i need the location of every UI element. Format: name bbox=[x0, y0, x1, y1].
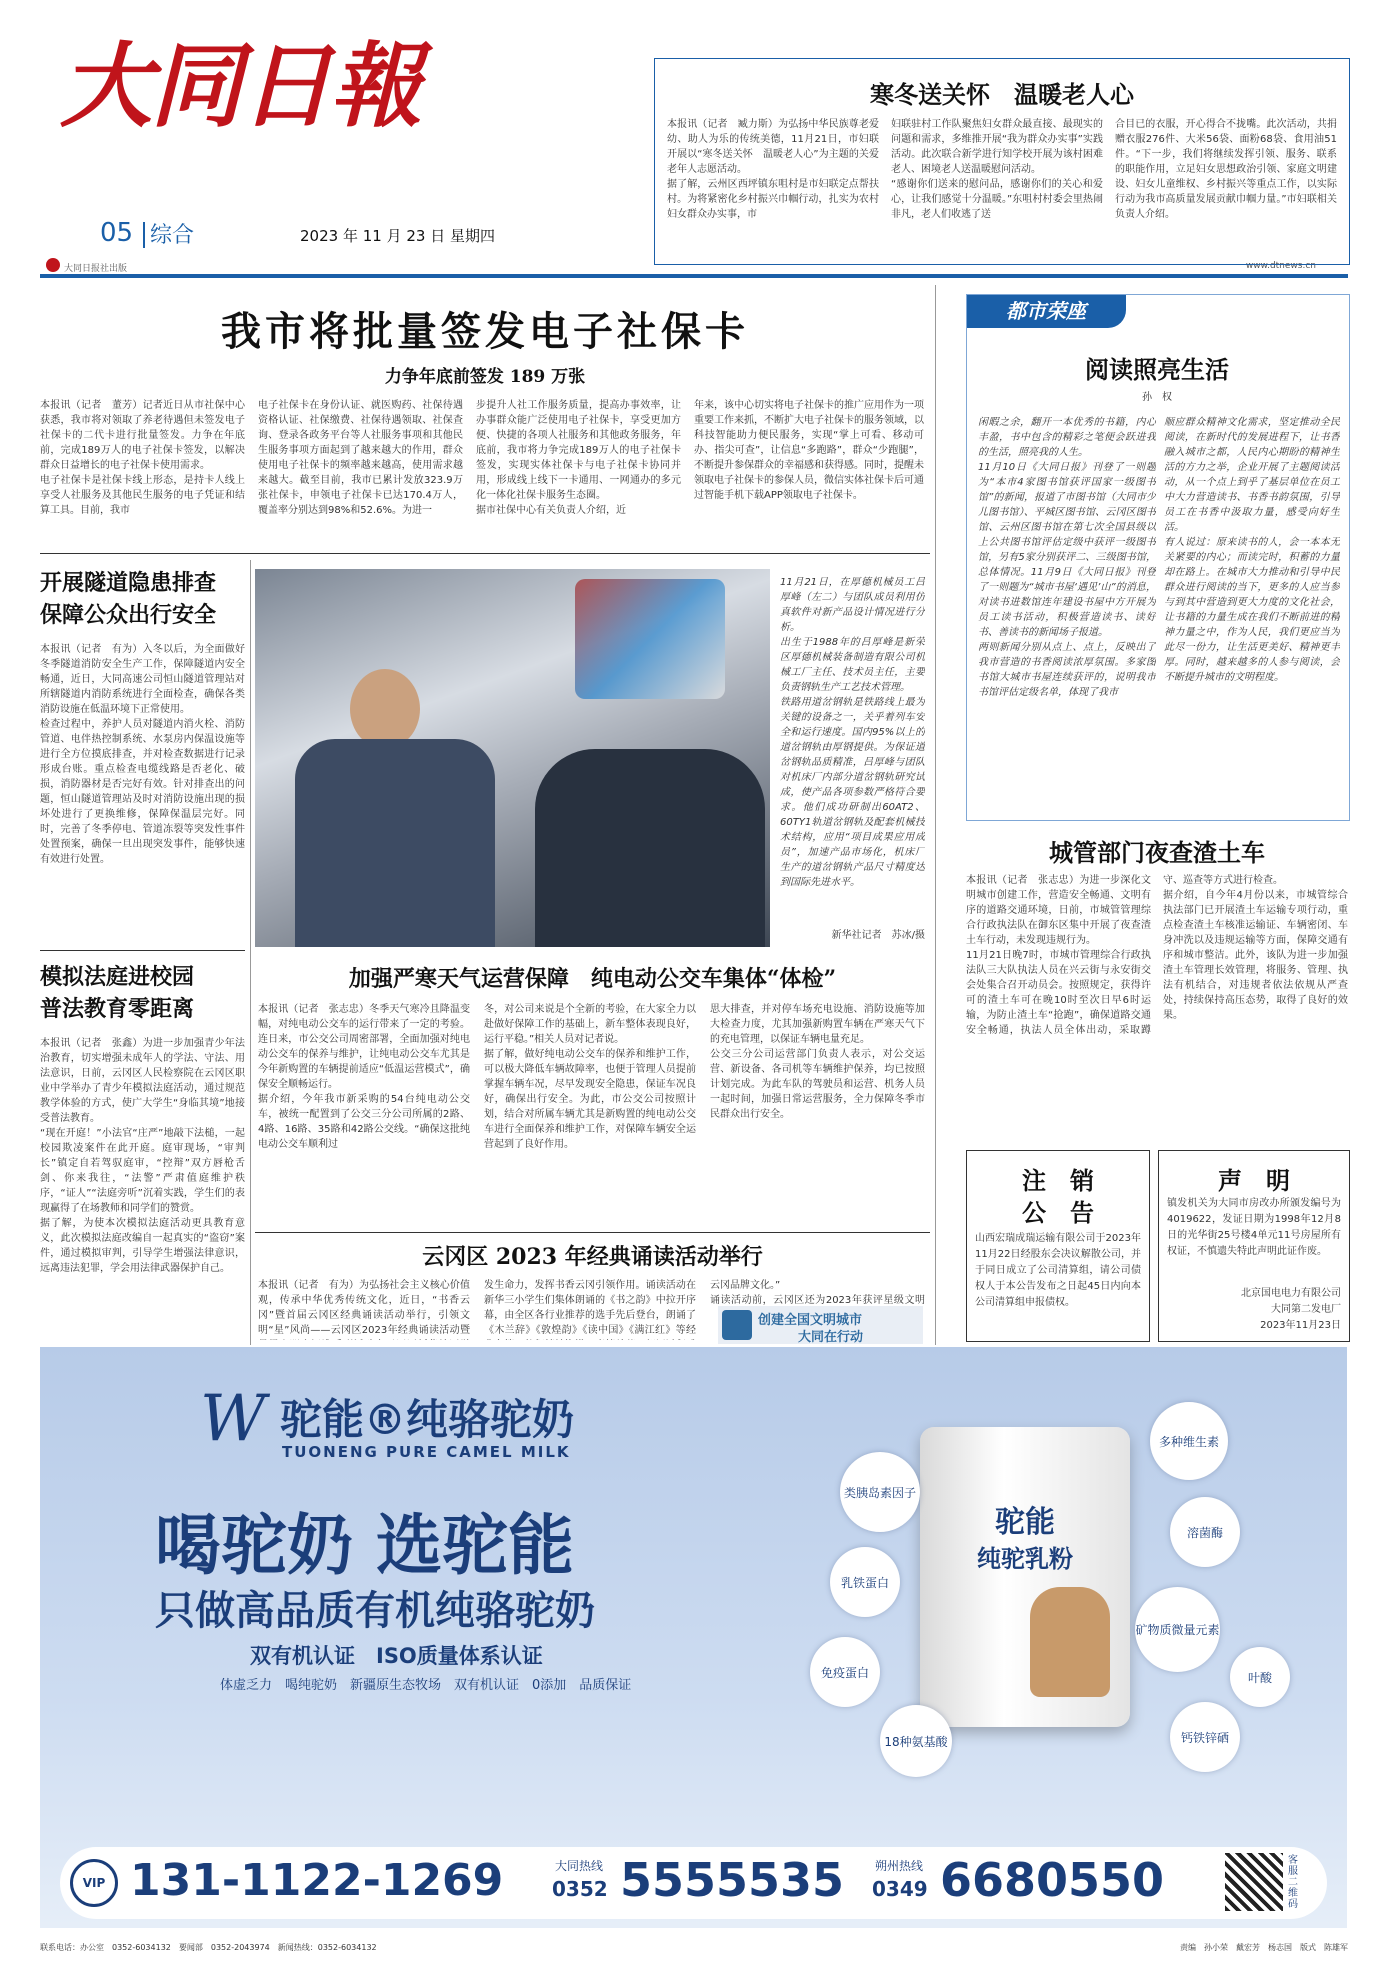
top-story-box bbox=[654, 58, 1350, 265]
tunnel-headline-2: 保障公众出行安全 bbox=[40, 602, 217, 628]
hotline-bar bbox=[60, 1847, 1327, 1919]
column-divider bbox=[935, 285, 936, 1345]
main-story-subheadline: 力争年底前签发 189 万张 bbox=[384, 367, 586, 387]
person-body bbox=[535, 749, 765, 947]
hotline1-number: 5555535 bbox=[620, 1853, 845, 1907]
top-story-headline: 寒冬送关怀 温暖老人心 bbox=[870, 80, 1134, 109]
brand-logo-icon: W bbox=[200, 1382, 266, 1456]
product-can bbox=[920, 1427, 1130, 1727]
qr-label: 客服二维码 bbox=[1288, 1855, 1298, 1910]
nutrient-tag: 乳铁蛋白 bbox=[830, 1547, 900, 1617]
readings-headline: 阅读照亮生活 bbox=[1085, 355, 1229, 384]
urban-body: 本报讯（记者 张志忠）为进一步深化文明城市创建工作，营造安全畅通、文明有序的道路交通环境，日前，市城管管理综合行政执法队在御东区集中开展了夜查渣土车行动，未发现违规行为。 11月21日晚7时，市城市管理综合行政执法队三大队执法人员在兴云街与永安街交会处集合召开动员会。按照规定，获得许可的渣土车可在晚10时至次日早6时运输，为防止渣土车“抢跑”，确保道路交通安全畅通，执法人员全体出动，采取蹲守、巡查等方式进行检查。 据介绍，自今年4月份以来，市城管综合执法部门已开展渣土车运输专项行动，重点检查渣土车核准运输证、车辆密闭、车身冲洗以及违规运输等方面，保障交通有序和城市整洁。此外，该队为进一步加强渣土车管理长效管理，将服务、管理、执法有机结合，对违规者依法依规从严查处，持续保持高压态势，取得了良好的效果。 bbox=[966, 875, 1348, 1036]
law-body: 本报讯（记者 张鑫）为进一步加强青少年法治教育，切实增强未成年人的学法、守法、用法意识，日前，云冈区人民检察院在云冈区职业中学举办了青少年模拟法庭活动，通过规范教学体验的方式，使广大学生“身临其境”地接受普法教育。 “现在开庭！”小法官“庄严”地敲下法槌，一起校园欺凌案件在此开庭。庭审现场，“审判长”镇定自若驾驭庭审，“控辩”双方唇枪舌剑、你来我往，“法警”严肃值庭维护秩序，“证人”“法庭旁听”沉着实践，学生们的表现赢得了在场教师和同学们的赞赏。 据了解，为使本次模拟法庭活动更具教育意义，此次模拟法庭改编自一起真实的“盗窃”案件，通过模拟审判，引导学生增强法律意识，远离违法犯罪，学会用法律武器保护自己。 bbox=[40, 1038, 245, 1274]
hotline2-label: 朔州热线 bbox=[875, 1859, 924, 1873]
person-body bbox=[295, 739, 495, 947]
vip-phone-number: 131-1122-1269 bbox=[130, 1855, 504, 1906]
recital-col3: 云冈品牌文化。” 诵读活动前，云冈区还为2023年获评星级文明 bbox=[710, 1280, 925, 1306]
qr-code-icon bbox=[1225, 1853, 1283, 1911]
masthead-rule bbox=[40, 274, 1348, 278]
bus-headline: 加强严寒天气运营保障 纯电动公交车集体“体检” bbox=[348, 966, 837, 992]
news-photo bbox=[255, 569, 770, 947]
hotline1-area: 0352 bbox=[552, 1877, 608, 1901]
ad-slogan-2: 只做高品质有机纯骆驼奶 bbox=[155, 1588, 595, 1634]
readings-col2: 顺应群众精神文化需求，坚定推动全民阅读，在新时代的发展进程下，让书香融入城市之都，人民内心期盼的精神生活的方力之举，企业开展了主题阅读活动，从一个点上到乎了基层单位在员工中大力营造读书、书香书韵氛围，引导员工在书香中汲取力量，感受向好生活。 有人说过：原来读书的人，会一本本无关紧要的内心；而读完时，积蓄的力量却在路上。在城市大力推动和引导中民群众进行阅读的当下，更多的人应当参与到其中营造到更大力度的文化社会，让书籍的力量生成在我们不断前进的精神力量之中，作为人民，我们更应当为此尽一份力，让生活更美好、精神更丰厚。同时，越来越多的人参与阅读，会不断提升城市的文明程度。 bbox=[1164, 417, 1340, 683]
page-number: 05 bbox=[100, 218, 134, 248]
divider bbox=[255, 1232, 930, 1233]
readings-author: 孙 权 bbox=[1142, 392, 1172, 403]
footer-editors: 责编 孙小荣 戴宏芳 杨志国 版式 陈雄军 bbox=[1180, 1943, 1348, 1952]
cancel-body: 山西宏瑞成瑞运输有限公司于2023年11月22日经股东会决议解散公司，并于同日成立了公司清算组，请公司债权人于本公告发布之日起45日内向本公司清算组申报债权。 bbox=[975, 1233, 1141, 1308]
website: www.dtnews.cn bbox=[1245, 261, 1316, 271]
ad-features: 体虚乏力 喝纯驼奶 新疆原生态牧场 双有机认证 0添加 品质保证 bbox=[220, 1678, 632, 1693]
top-story-col1: 本报讯（记者 臧力斯）为弘扬中华民族尊老爱幼、助人为乐的传统美德，11月21日，市妇联开展以“寒冬送关怀 温暖老人心”为主题的关爱老年人志愿活动。 据了解，云州区西坪镇东咀村是市妇联定点帮扶村。为将紧密化乡村振兴巾帼行动，扎实为农村妇女群众办实事，市 bbox=[667, 119, 879, 220]
brand-name: 驼能®纯骆驼奶 bbox=[280, 1395, 575, 1444]
nutrient-tag: 矿物质微量元素 bbox=[1135, 1587, 1220, 1672]
hotline1-label: 大同热线 bbox=[555, 1859, 604, 1873]
urban-headline: 城管部门夜查渣土车 bbox=[1049, 838, 1265, 867]
declare-notice bbox=[1158, 1150, 1350, 1342]
recital-headline: 云冈区 2023 年经典诵读活动举行 bbox=[422, 1244, 763, 1270]
monitor-screen bbox=[575, 579, 725, 699]
nutrient-tag: 钙铁锌硒 bbox=[1170, 1702, 1240, 1772]
publisher-logo-icon bbox=[46, 258, 60, 272]
publisher: 大同日报社出版 bbox=[64, 264, 128, 274]
nutrient-tag: 18种氨基酸 bbox=[880, 1705, 952, 1777]
photo-caption: 11月21日，在厚德机械员工吕厚峰（左二）与团队成员利用仿真软件对新产品设计情况进行分析。 出生于1988年的吕厚峰是新荣区厚德机械装备制造有限公司机械工厂主任、技术员主任，主要负责钢轨生产工艺技术管理。 铁路用道岔钢轨是铁路线上最为关键的设备之一，关乎着列车安全和运行速度。国内95%以上的道岔钢轨由厚钢提供。为保证道岔钢轨品质精准，吕厚峰与团队对机床厂内部分道岔钢轨研究试成，使产品各项参数严格符合要求。他们成功研制出60AT2、60TY1轨道岔钢轨及配套机械技术结构，应用“项目成果应用成员”，加速产品市场化，机床厂生产的道岔钢轨产品尺寸精度达到国际先进水平。 bbox=[780, 577, 925, 888]
product-subname: 纯驼乳粉 bbox=[977, 1544, 1073, 1573]
cancel-notice bbox=[966, 1150, 1150, 1342]
top-story-col2: 妇联驻村工作队聚焦妇女群众最直接、最现实的问题和需求，多维推开展“我为群众办实事”实践活动。此次联合新学进行知学校开展为该村困难老人、困境老人送温暖慰问活动。 “感谢你们送来的慰问品，感谢你们的关心和爱心，让我们感觉十分温暖。”东咀村村委会里热闹非凡，老人们收逃了送 bbox=[891, 119, 1103, 220]
main-story-col1: 本报讯（记者 董芳）记者近日从市社保中心获悉，我市将对领取了养老待遇但未签发电子社保卡的二代卡进行批量签发。力争在年底前，完成189万人的电子社保卡签发，以解决群众日益增长的电子社保卡使用需求。 电子社保卡是社保卡线上形态，是持卡人线上享受人社服务及其他民生服务的电子凭证和结算工具。目前，我市 bbox=[40, 400, 245, 516]
nutrient-tag: 类胰岛素因子 bbox=[840, 1452, 920, 1532]
brand-english: TUONENG PURE CAMEL MILK bbox=[282, 1443, 571, 1461]
masthead-divider bbox=[143, 222, 145, 248]
cancel-title-1: 注 销 bbox=[1022, 1166, 1094, 1195]
nutrient-tag: 多种维生素 bbox=[1150, 1402, 1228, 1480]
main-story-headline: 我市将批量签发电子社保卡 bbox=[221, 308, 749, 355]
bus-col2: 冬，对公司来说是个全新的考验，在大家全力以赴做好保障工作的基础上，新车整体表现良好，运行平稳。”相关人员对记者说。 据了解，做好纯电动公交车的保养和维护工作，可以极大降低车辆故障率，也便于管理人员提前掌握车辆车况，尽早发现安全隐患，保证车况良好，确保出行安全。为此，市公交公司按照计划，结合对所属车辆尤其是新购置的纯电动公交车进行全面保养和维护工作，对保障车辆安全运营起到了良好作用。 bbox=[484, 1004, 696, 1150]
law-headline-2: 普法教育零距离 bbox=[40, 996, 195, 1022]
top-story-col3: 合目已的衣服，开心得合不拢嘴。此次活动，共捐赠衣服276件、大米56袋、面粉68袋、食用油51件。“下一步，我们将继续发挥引领、服务、联系的职能作用，立足妇女思想政治引领、家庭文明建设、妇女儿童维权、乡村振兴等重点工作，以实际行动为我市高质量发展贡献巾帼力量。”市妇联相关负责人介绍。 bbox=[1115, 119, 1337, 220]
tunnel-body: 本报讯（记者 有为）入冬以后，为全面做好冬季隧道消防安全生产工作，保障隧道内安全畅通，近日，大同高速公司恒山隧道管理站对所辖隧道内消防系统进行全面检查，确保各类消防设施在低温环境下正常使用。 检查过程中，养护人员对隧道内消火栓、消防管道、电伴热控制系统、水泵房内保温设施等进行全方位摸底排查，并对检查数据进行记录形成台账。重点检查电缆线路是否老化、破损，消防器材是否完好有效。针对排查出的问题，恒山隧道管理站及时对消防设施出现的损坏处进行了更换维修，保障保温层完好。同时，完善了冬季停电、管道冻裂等突发性事件处置预案，确保一旦出现突发事件，能够快速有效进行处置。 bbox=[40, 644, 245, 865]
readings-col1: 闲暇之余，翻开一本优秀的书籍，内心丰盈，书中包含的精彩之笔便会跃进我的生活，照亮我的人生。 11月10日《大同日报》刊登了一则题为“本市4家图书馆获评国家一级图书馆”的新闻，报道了市图书馆（大同市少儿图书馆）、平城区图书馆、云冈区图书馆、云州区图书馆在第七次全国县级以上公共图书馆评估定级中获评一级图书馆，另有5家分别获评二、三级图书馆，总体情况。11月9日《大同日报》刊登了一则题为“城市书屋‘遇见’山”的消息，对读书进数馆连年建设书屋中方开展为员工读书活动，积极营造读书、读好书、善读书的新闻场子报道。 两则新闻分别从点上、点上，反映出了我市营造的书香阅读浓厚氛围。多家图书馆大城市书屋连续获评的，说明我市书馆评估定级名单，体现了我市 bbox=[978, 417, 1156, 698]
tunnel-headline-1: 开展隧道隐患排查 bbox=[40, 570, 217, 596]
footer-contacts: 联系电话：办公室 0352-6034132 要闻部 0352-2043974 新闻热线：0352-6034132 bbox=[40, 1943, 377, 1952]
camel-mascot-icon bbox=[1030, 1587, 1110, 1697]
badge-text-1: 创建全国文明城市 bbox=[758, 1313, 863, 1328]
nutrient-tag: 免疫蛋白 bbox=[810, 1637, 880, 1707]
photo-credit: 新华社记者 苏冰/摄 bbox=[831, 930, 925, 941]
advertisement bbox=[40, 1347, 1347, 1928]
column-divider bbox=[250, 560, 251, 1345]
main-story-col2: 电子社保卡在身份认证、就医购药、社保待遇资格认证、社保缴费、社保待遇领取、社保查询、登录各政务平台等人社服务事项和其他民生服务事项方面起到了越来越大的作用，群众使用电子社保卡的频率越来越高，使用需求越来越大。截至目前，我市已累计发放323.9万张社保卡，申领电子社保卡已达170.4万人，覆盖率分别达到98%和52.6%。为进一 bbox=[258, 400, 463, 516]
recital-col2: 发生命力，发挥书香云冈引领作用。诵读活动在新华三小学生们集体朗诵的《书之韵》中拉开序幕，由全区各行业推荐的选手先后登台，朗诵了《木兰辞》《敦煌韵》《读中国》《满江红》等经 bbox=[484, 1280, 696, 1336]
main-story-col4: 年来，该中心切实将电子社保卡的推广应用作为一项重要工作来抓，不断扩大电子社保卡的服务领域，以科技智能助力便民服务，实现“掌上可看、移动可办、指尖可查”，让信息“多跑路”，群众“少跑腿”，不断提升参保群众的幸福感和获得感。同时，提醒未领取电子社保卡的参保人员，微信实体社保卡后可通过智能手机下载APP领取电子社保卡。 bbox=[694, 400, 924, 501]
badge-text-2: 大同在行动 bbox=[798, 1330, 864, 1345]
declare-signature-2: 大同第二发电厂 bbox=[1271, 1304, 1341, 1315]
vip-phone-icon: VIP bbox=[70, 1859, 118, 1907]
person-head bbox=[350, 669, 420, 749]
law-headline-1: 模拟法庭进校园 bbox=[40, 964, 195, 990]
ad-certification: 双有机认证 ISO质量体系认证 bbox=[250, 1644, 543, 1668]
footer bbox=[40, 1936, 1348, 1958]
column-banner: 都市荣座 bbox=[966, 294, 1126, 328]
section-name: 综合 bbox=[150, 223, 195, 248]
main-story-col3: 步提升人社工作服务质量，提高办事效率，让办事群众能广泛使用电子社保卡，享受更加方便、快捷的各项人社服务和其他政务服务，年底前，我市将力争完成189万人的电子社保卡签发，实现实体社保卡与电子社保卡协同并用，形成线上线下一卡通用、一网通办的多元化一体化社保卡服务生态圈。 据市社保中心有关负责人介绍，近 bbox=[476, 400, 681, 516]
cancel-title-2: 公 告 bbox=[1022, 1198, 1094, 1227]
bus-col3: 思大排查，并对停车场充电设施、消防设施等加大检查力度，尤其加强新购置车辆在严寒天气下的充电管理，以保证车辆电量充足。 公交三分公司运营部门负责人表示，对公交运营、新设备、各司机等车辆维护保养，均已按照计划完成。为此车队的驾驶员和运营、机务人员一起时间，加强日常运营服务，全力保障冬季市民群众出行安全。 bbox=[710, 1004, 925, 1120]
declare-title: 声 明 bbox=[1218, 1166, 1290, 1195]
recital-col1: 本报讯（记者 有为）为弘扬社会主义核心价值观，传承中华优秀传统文化，近日，“书香云冈”暨首届云冈区经典诵读活动举行，引领文明“星”风尚——云冈区2023年经典诵读活动暨 bbox=[258, 1280, 470, 1336]
product-name: 驼能 bbox=[995, 1505, 1055, 1540]
newspaper-logo: 大同日報 bbox=[60, 32, 421, 140]
bus-col1: 本报讯（记者 张志忠）冬季天气寒冷且降温变幅，对纯电动公交车的运行带来了一定的考验。连日来，市公交公司周密部署，全面加强对纯电动公交车的保养与维护，让纯电动公交车尤其是今年新购置的车辆提前适应“低温运营模式”，确保安全顺畅运行。 据介绍，今年我市新采购的54台纯电动公交车，被统一配置到了公交三分公司所属的2路、4路、16路、35路和42路公交线。“确保这批纯电动公交车顺利过 bbox=[258, 1004, 470, 1150]
declare-date: 2023年11月23日 bbox=[1260, 1320, 1341, 1331]
issue-date: 2023 年 11 月 23 日 星期四 bbox=[300, 227, 495, 245]
divider bbox=[40, 553, 930, 554]
nutrient-tag: 溶菌酶 bbox=[1170, 1497, 1240, 1567]
divider bbox=[40, 950, 245, 951]
ad-slogan-1: 喝驼奶 选驼能 bbox=[155, 1507, 574, 1584]
hotline2-number: 6680550 bbox=[940, 1853, 1165, 1907]
declare-body: 镇发机关为大同市房改办所颁发编号为4019622，发证日期为1998年12月8日的光华街25号楼4单元11号房屋所有权证，不慎遗失特此声明此证作废。 bbox=[1167, 1198, 1341, 1257]
declare-signature-1: 北京国电电力有限公司 bbox=[1241, 1288, 1341, 1299]
nutrient-tag: 叶酸 bbox=[1230, 1647, 1290, 1707]
hotline2-area: 0349 bbox=[872, 1877, 928, 1901]
civilization-badge-icon bbox=[722, 1310, 752, 1340]
civilization-badge bbox=[718, 1306, 923, 1344]
